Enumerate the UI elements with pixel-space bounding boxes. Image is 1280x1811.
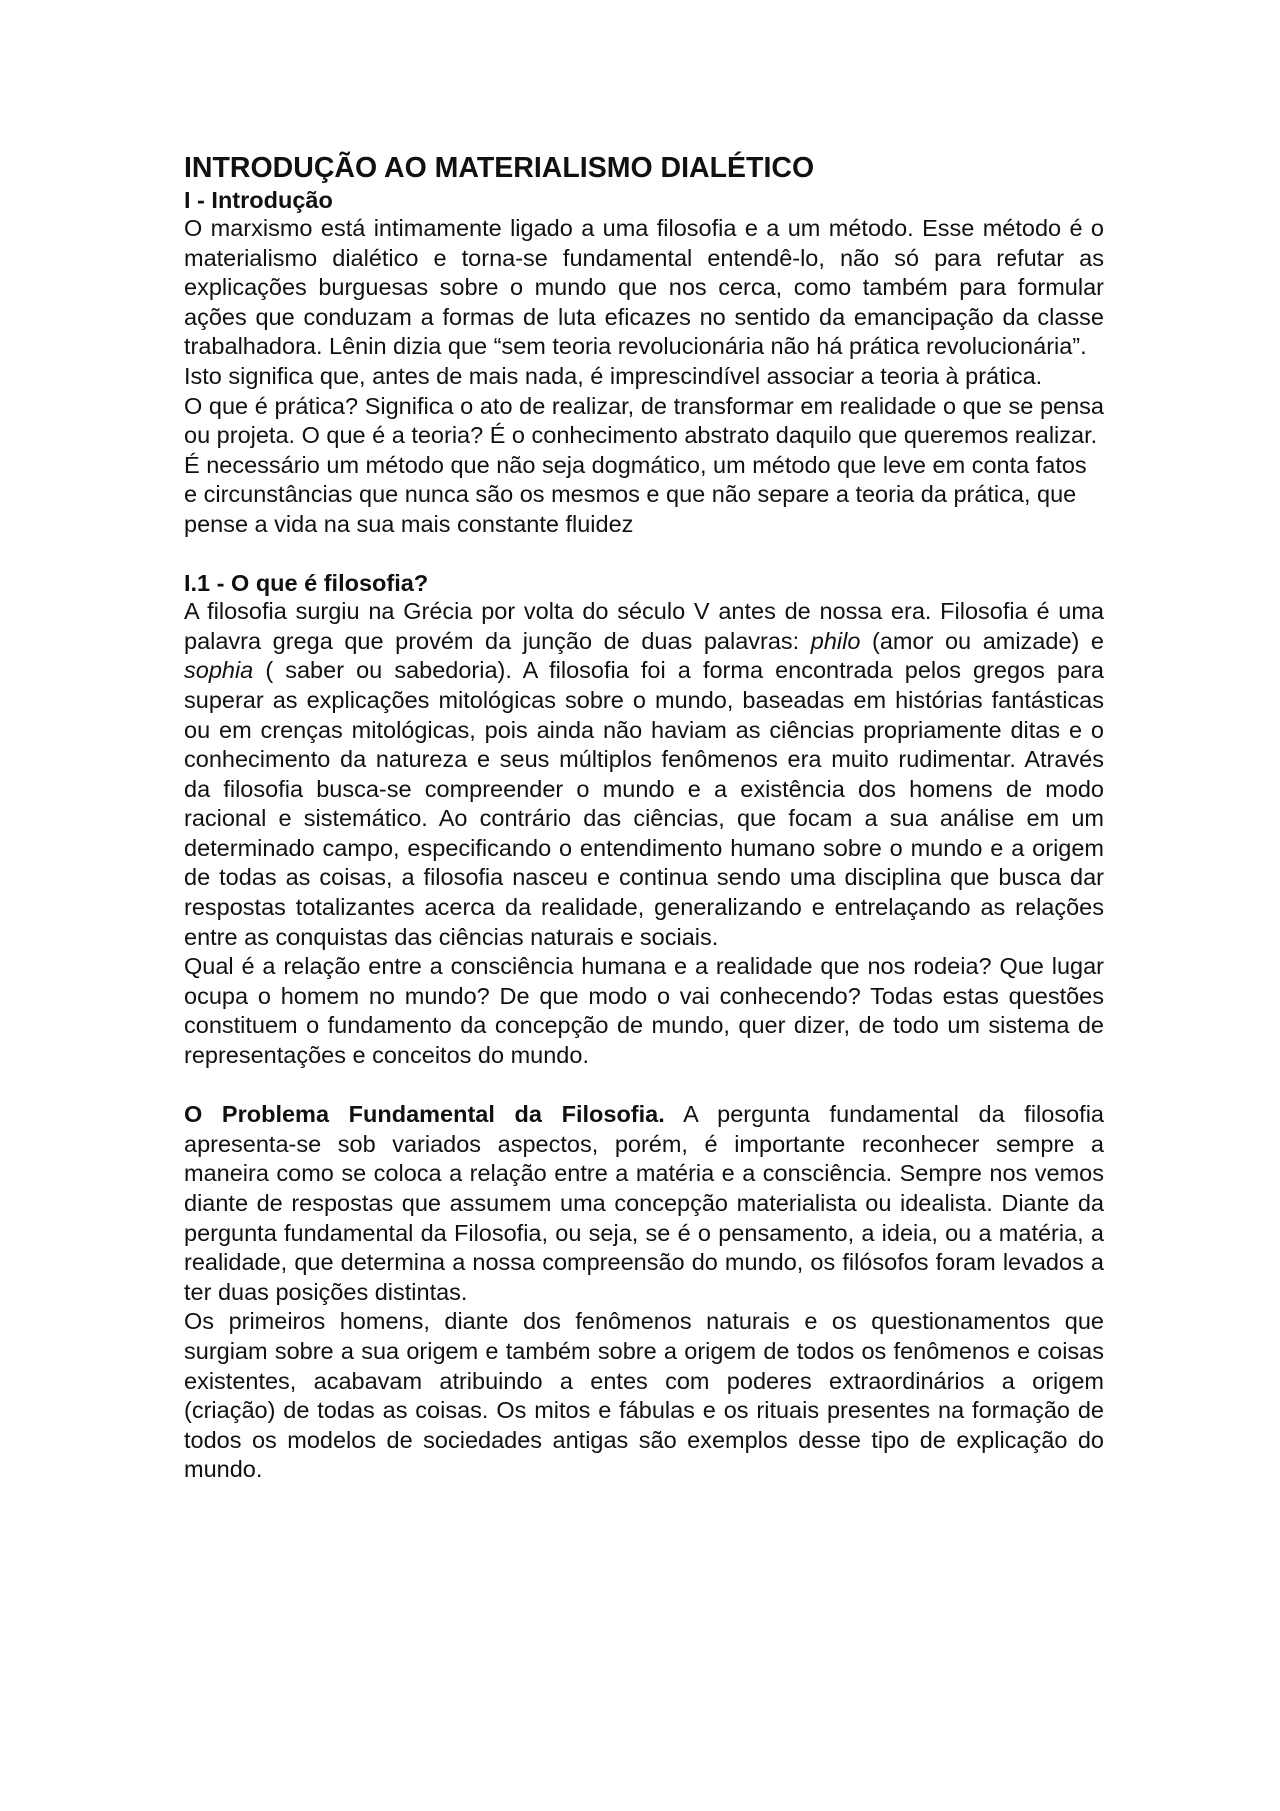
term-sophia: sophia xyxy=(184,657,254,684)
paragraph-o-que-e-pratica: O que é prática? Significa o ato de realizar, de transformar em realidade o que se pensa ou projeta. O que é a teoria? É o conhecimento abstrato daquilo que queremos realizar. xyxy=(184,392,1104,449)
paragraph-problema-fundamental xyxy=(184,1100,1104,1307)
inline-heading-problema-fundamental: O Problema Fundamental da Filosofia. xyxy=(184,1101,665,1128)
document-page xyxy=(184,150,1104,1485)
term-philo: philo xyxy=(810,627,861,654)
paragraph-consciencia-humana: Qual é a relação entre a consciência humana e a realidade que nos rodeia? Que lugar ocupa o homem no mundo? De que modo o vai conhecendo? Todas estas questões constituem o fundamento da concepção de mundo, quer dizer, de todo um sistema de representações e conceitos do mundo. xyxy=(184,953,1104,1069)
section-heading-introducao: I - Introdução xyxy=(184,187,333,213)
paragraph-spacer xyxy=(184,540,1104,570)
paragraph-marxismo: O marxismo está intimamente ligado a uma filosofia e a um método. Esse método é o materialismo dialético e torna-se fundamental entendê-lo, não só para refutar as explicações burguesas sobre o mundo que nos cerca, como também para formular ações que conduzam a formas de luta eficazes no sentido da emancipação da classe trabalhadora. Lênin dizia que “sem teoria revolucionária não há prática revolucionária”. xyxy=(184,215,1104,360)
paragraph-teoria-pratica: Isto significa que, antes de mais nada, é imprescindível associar a teoria à prática. xyxy=(184,362,1043,389)
text-run: A filosofia surgiu na Grécia por volta do século V antes de nossa era. Filosofia é uma palavra grega que provém da junção de duas palavras: xyxy=(184,598,1104,654)
paragraph-filosofia-grecia xyxy=(184,597,1104,952)
text-run: A pergunta fundamental da filosofia apresenta-se sob variados aspectos, porém, é importante reconhecer sempre a maneira como se coloca a relação entre a matéria e a consciência. Sempre nos vemos diante de respostas que assumem uma concepção materialista ou idealista. Diante da pergunta fundamental da Filosofia, ou seja, se é o pensamento, a ideia, ou a matéria, a realidade, que determina a nossa compreensão do mundo, os filósofos foram levados a ter duas posições distintas. xyxy=(184,1101,1104,1305)
section-heading-filosofia: I.1 - O que é filosofia? xyxy=(184,570,429,597)
text-run: (amor ou amizade) e xyxy=(860,627,1104,654)
document-title: INTRODUÇÃO AO MATERIALISMO DIALÉTICO xyxy=(184,152,815,184)
paragraph-metodo: É necessário um método que não seja dogmático, um método que leve em conta fatos e circunstâncias que nunca são os mesmos e que não separe a teoria da prática, que pense a vida na sua mais constante fluidez xyxy=(184,451,1087,537)
text-run: ( saber ou sabedoria). A filosofia foi a forma encontrada pelos gregos para superar as explicações mitológicas sobre o mundo, baseadas em histórias fantásticas ou em crenças mitológicas, pois ainda não haviam as ciências propriamente ditas e o conhecimento da natureza e seus múltiplos fenômenos era muito rudimentar. Através da filosofia busca-se compreender o mundo e a existência dos homens de modo racional e sistemático. Ao contrário das ciências, que focam a sua análise em um determinado campo, especificando o entendimento humano sobre o mundo e a origem de todas as coisas, a filosofia nasceu e continua sendo uma disciplina que busca dar respostas totalizantes acerca da realidade, generalizando e entrelaçando as relações entre as conquistas das ciências naturais e sociais. xyxy=(184,657,1104,950)
paragraph-primeiros-homens: Os primeiros homens, diante dos fenômenos naturais e os questionamentos que surgiam sobre a sua origem e também sobre a origem de todos os fenômenos e coisas existentes, acabavam atribuindo a entes com poderes extraordinários a origem (criação) de todas as coisas. Os mitos e fábulas e os rituais presentes na formação de todos os modelos de sociedades antigas são exemplos desse tipo de explicação do mundo. xyxy=(184,1308,1104,1483)
paragraph-spacer xyxy=(184,1071,1104,1101)
